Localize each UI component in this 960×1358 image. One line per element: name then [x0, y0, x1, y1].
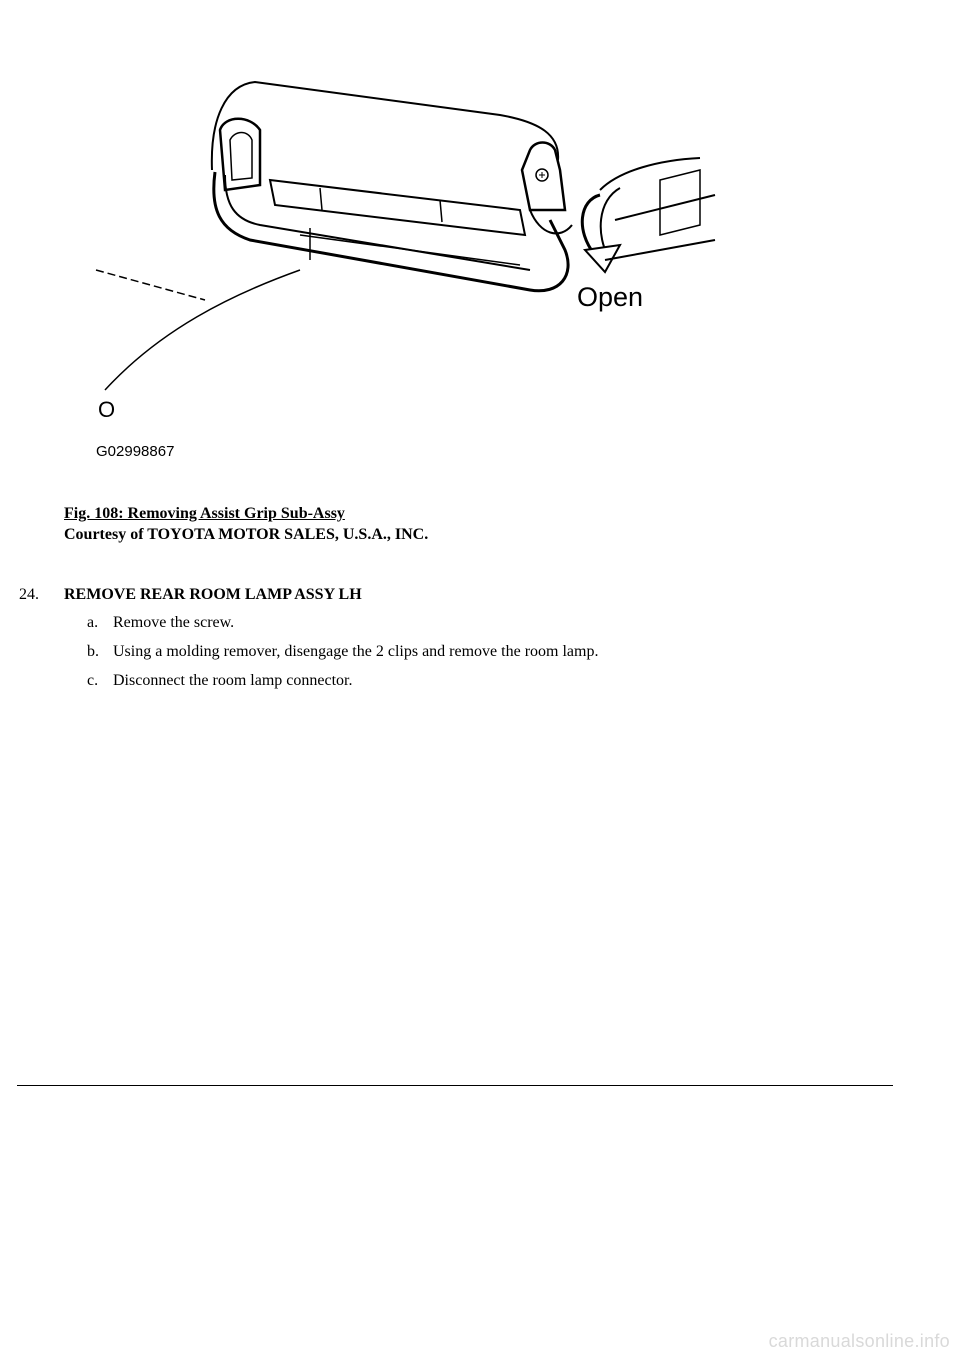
assist-grip-illustration	[60, 60, 740, 470]
figure-title-link[interactable]: Fig. 108: Removing Assist Grip Sub-Assy	[64, 505, 345, 522]
procedure-step	[19, 585, 362, 605]
substep-list	[87, 613, 598, 700]
figure-code-label: G02998867	[96, 443, 175, 460]
substep-letter: c.	[87, 672, 99, 689]
assist-grip-figure	[60, 60, 740, 470]
step-number: 24.	[19, 586, 39, 603]
substep-item	[87, 642, 598, 662]
substep-letter: b.	[87, 643, 99, 660]
figure-courtesy: Courtesy of TOYOTA MOTOR SALES, U.S.A., INC.	[64, 526, 429, 543]
figure-caption	[64, 503, 428, 545]
substep-item	[87, 671, 598, 691]
substep-text: Remove the screw.	[113, 614, 235, 631]
substep-text: Disconnect the room lamp connector.	[113, 672, 353, 689]
substep-letter: a.	[87, 614, 99, 631]
callout-o-label: O	[98, 397, 116, 422]
site-watermark: carmanualsonline.info	[768, 1331, 950, 1351]
callout-open-label: Open	[577, 282, 644, 312]
substep-item	[87, 613, 598, 633]
step-title: REMOVE REAR ROOM LAMP ASSY LH	[64, 586, 362, 603]
substep-text: Using a molding remover, disengage the 2 clips and remove the room lamp.	[113, 643, 599, 660]
page-divider	[17, 1085, 893, 1086]
